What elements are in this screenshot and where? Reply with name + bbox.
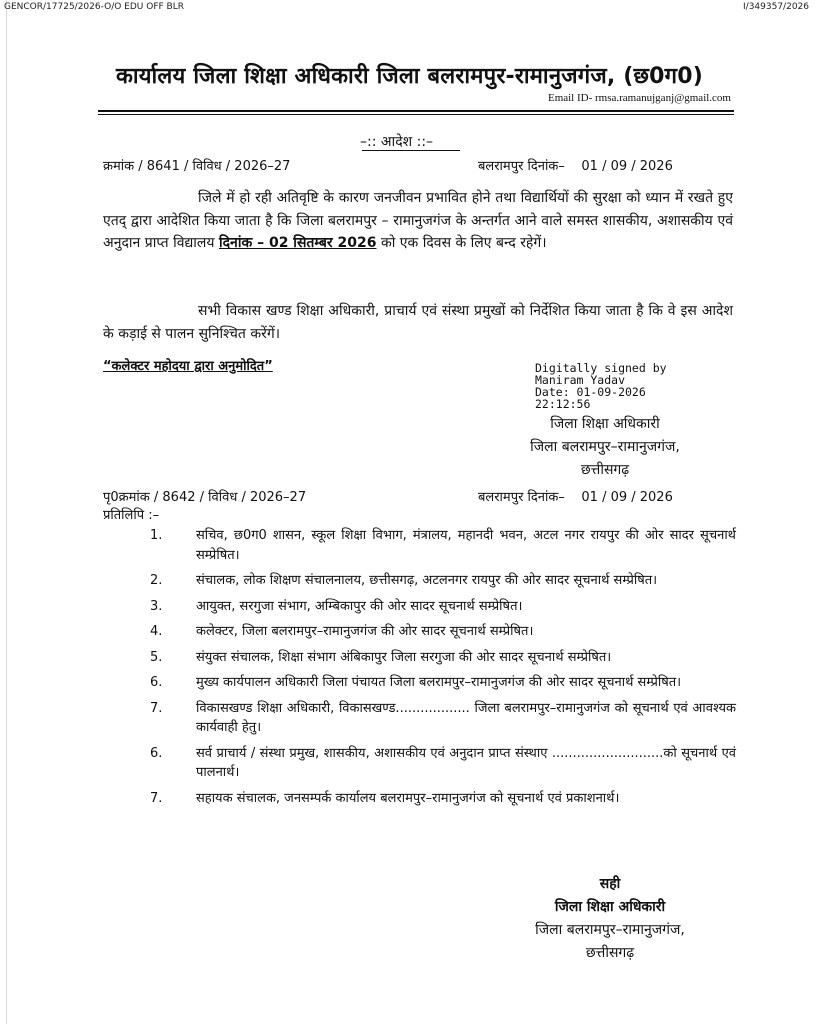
list-item-number: 3. <box>150 598 163 614</box>
order-reference-number: क्रमांक / 8641 / विविध / 2026–27 <box>103 159 291 174</box>
closure-date: दिनांक – 02 सितम्बर 2026 <box>219 235 377 251</box>
list-item-number: 7. <box>150 790 163 806</box>
list-item-text: मुख्य कार्यपालन अधिकारी जिला पंचायत जिला बलरामपुर–रामानुजगंज की ओर सादर सूचनार्थ सम्प्रेषित। <box>196 675 682 690</box>
copy-recipient-list <box>150 526 736 814</box>
list-item-text: विकासखण्ड शिक्षा अधिकारी, विकासखण्ड.................. जिला बलरामपुर–रामानुजगंज को सूचनार्थ एवं आवश्यक कार्यवाही हेतु। <box>196 700 736 735</box>
copy-reference-number: पृ0क्रमांक / 8642 / विविध / 2026–27 <box>103 490 307 505</box>
order-place-date: बलरामपुर दिनांक– 01 / 09 / 2026 <box>478 159 673 174</box>
order-paragraph-1-end: को एक दिवस के लिए बन्द रहेगें। <box>376 235 547 251</box>
order-paragraph-1 <box>103 187 733 255</box>
list-item <box>150 622 736 642</box>
list-item-number: 2. <box>150 573 163 588</box>
signatory-2-district: जिला बलरामपुर–रामानुजगंज, <box>535 922 685 938</box>
signatory-1-district: जिला बलरामपुर–रामानुजगंज, <box>530 439 680 455</box>
order-heading-underline <box>362 150 460 151</box>
approval-note: “कलेक्टर महोदया द्वारा अनुमोदित” <box>103 359 273 374</box>
list-item-number: 1. <box>150 528 163 543</box>
list-item-text: कलेक्टर, जिला बलरामपुर–रामानुजगंज की ओर सादर सूचनार्थ सम्प्रेषित। <box>196 624 534 639</box>
list-item <box>150 597 736 617</box>
file-reference-left: GENCOR/17725/2026-O/O EDU OFF BLR <box>4 2 184 12</box>
signatory-2-signed: सही <box>599 876 621 892</box>
digital-signature-date: Date: 01-09-2026 <box>535 385 646 399</box>
copy-place-date: बलरामपुर दिनांक– 01 / 09 / 2026 <box>478 490 673 505</box>
order-paragraph-2: सभी विकास खण्ड शिक्षा अधिकारी, प्राचार्य एवं संस्था प्रमुखों को निर्देशित किया जाता है कि वे इस आदेश के कड़ाई से पालन सुनिश्चित करेंगें। <box>103 303 733 342</box>
list-item-number: 5. <box>150 649 163 665</box>
list-item-number: 6. <box>150 745 163 761</box>
digital-signature-line-1: Digitally signed by <box>535 361 667 375</box>
list-item <box>150 789 736 809</box>
list-item-number: 7. <box>150 700 163 716</box>
signatory-1-designation: जिला शिक्षा अधिकारी <box>550 416 660 432</box>
list-item <box>150 673 736 693</box>
office-title: कार्यालय जिला शिक्षा अधिकारी जिला बलरामपुर-रामानुजगंज, (छ0ग0) <box>115 64 704 89</box>
order-heading: –:: आदेश ::– <box>360 134 434 150</box>
signatory-2-state: छत्तीसगढ़ <box>585 945 635 961</box>
list-item-number: 4. <box>150 624 163 639</box>
list-item-text: सर्व प्राचार्य / संस्था प्रमुख, शासकीय, अशासकीय एवं अनुदान प्राप्त संस्थाए ...........................को सूचनार्थ एवं पालनार्थ। <box>196 745 736 780</box>
list-item-text: संयुक्त संचालक, शिक्षा संभाग अंबिकापुर जिला सरगुजा की ओर सादर सूचनार्थ सम्प्रेषित। <box>196 649 612 665</box>
file-reference-right: I/349357/2026 <box>743 2 809 12</box>
office-email: Email ID- rmsa.ramanujganj@gmail.com <box>547 92 731 104</box>
signatory-1-state: छत्तीसगढ़ <box>580 462 630 478</box>
header-rule-bottom <box>98 114 734 115</box>
digital-signature <box>535 362 667 410</box>
signatory-block-2 <box>485 873 735 965</box>
digital-signature-time: 22:12:56 <box>535 397 591 411</box>
copy-to-label: प्रतिलिपि :– <box>103 508 160 523</box>
order-paragraph-1-text: जिले में हो रही अतिवृष्टि के कारण जनजीवन प्रभावित होने तथा विद्यार्थियों की सुरक्षा को ध्यान में रखते हुए एतद् द्वारा आदेशित किया जाता है कि जिला बलरामपुर – रामानुजगंज के अन्तर्गत आने वाले समस्त शासकीय, अशासकीय एवं अनुदान प्राप्त विद्यालय <box>103 190 733 251</box>
header-rule-top <box>98 110 734 112</box>
list-item-number: 6. <box>150 675 163 690</box>
signatory-block-1 <box>480 413 730 482</box>
page-edge <box>6 0 7 1024</box>
list-item-text: सहायक संचालक, जनसम्पर्क कार्यालय बलरामपुर–रामानुजगंज को सूचनार्थ एवं प्रकाशनार्थ। <box>196 790 620 806</box>
list-item <box>150 526 736 565</box>
list-item <box>150 571 736 591</box>
list-item <box>150 744 736 783</box>
digital-signature-name: Maniram Yadav <box>535 373 626 387</box>
list-item <box>150 699 736 738</box>
list-item-text: संचालक, लोक शिक्षण संचालनालय, छत्तीसगढ़, अटलनगर रायपुर की ओर सादर सूचनार्थ सम्प्रेषित। <box>196 573 658 588</box>
list-item-text: आयुक्त, सरगुजा संभाग, अम्बिकापुर की ओर सादर सूचनार्थ सम्प्रेषित। <box>196 598 523 614</box>
list-item-text: सचिव, छ0ग0 शासन, स्कूल शिक्षा विभाग, मंत्रालय, महानदी भवन, अटल नगर रायपुर की ओर सादर सूचनार्थ सम्प्रेषित। <box>196 528 736 563</box>
signatory-2-designation: जिला शिक्षा अधिकारी <box>554 899 666 915</box>
list-item <box>150 648 736 668</box>
